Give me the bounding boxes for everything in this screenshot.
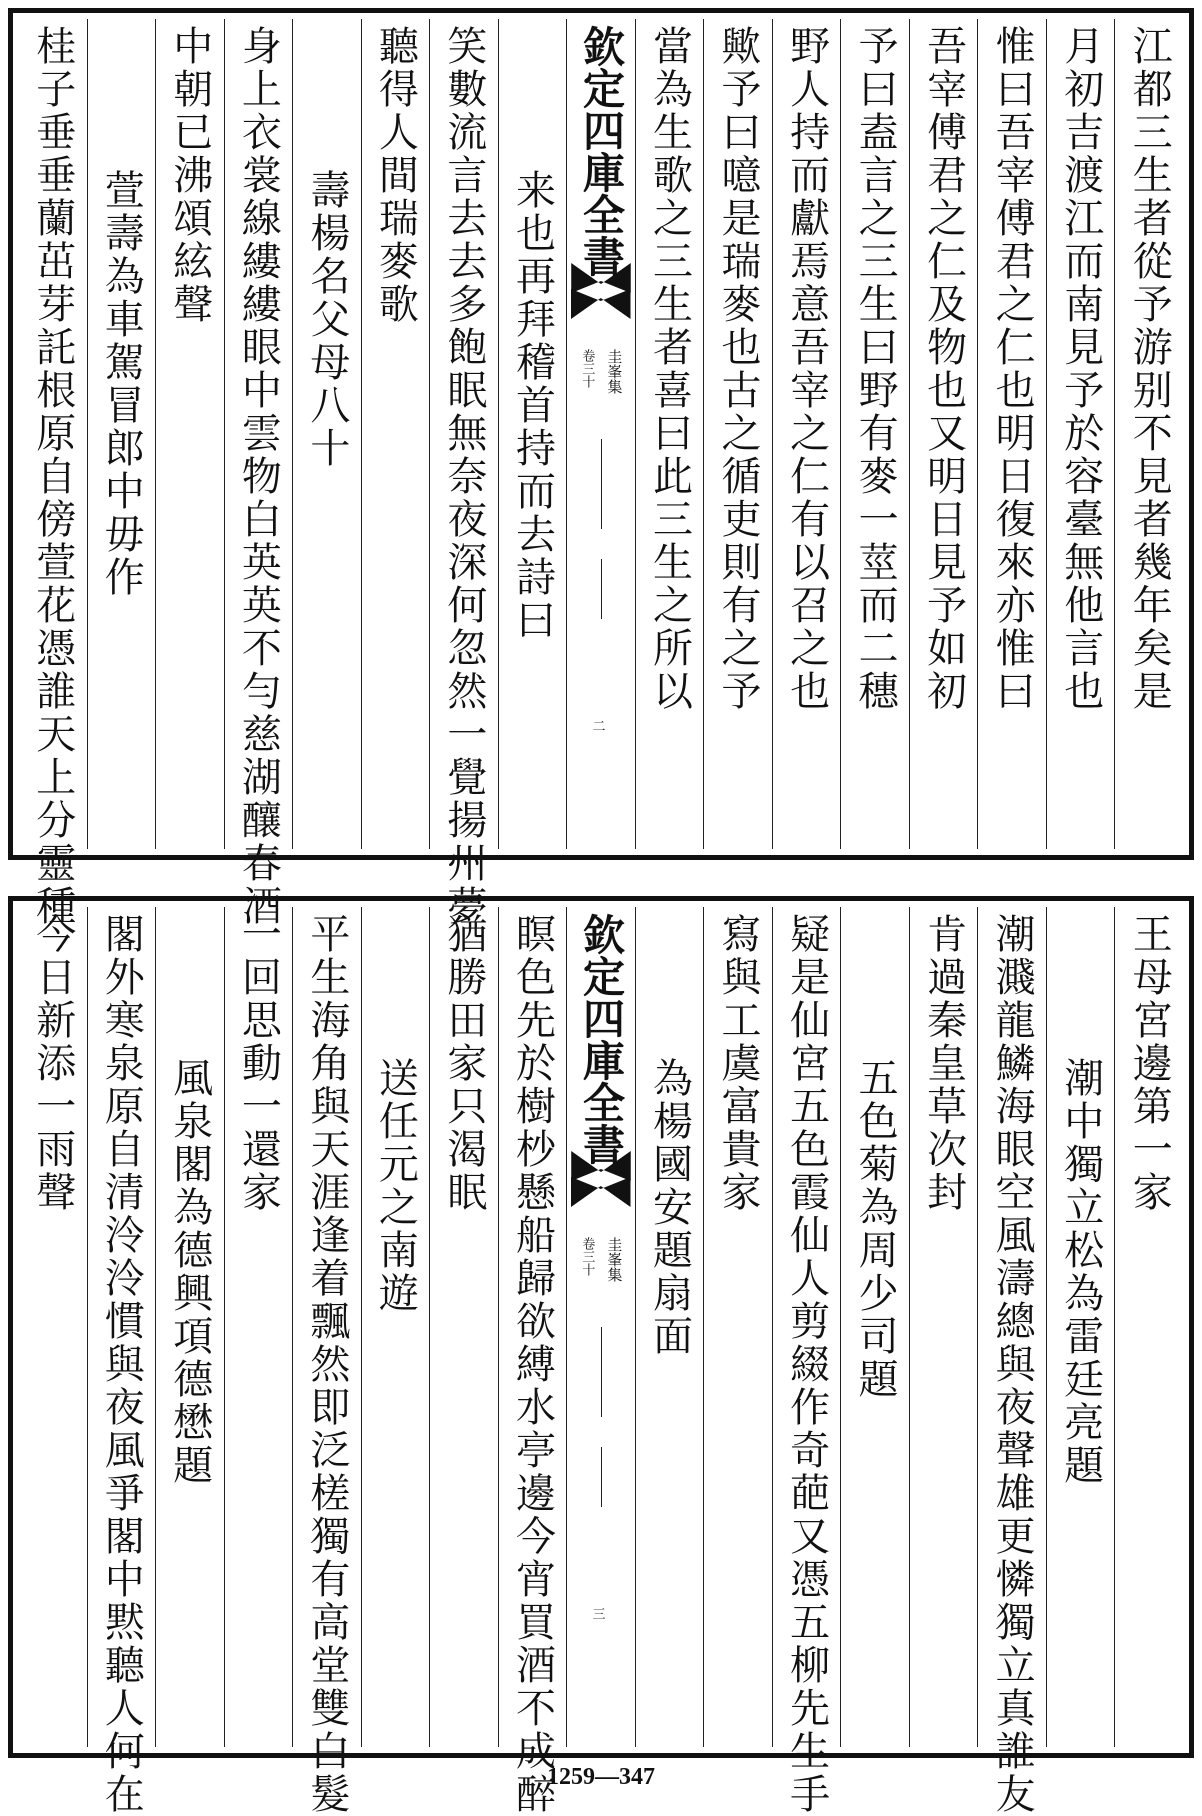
text-column [19,19,87,928]
column-text: 桂子垂垂蘭茁芽託根原自傍萱花憑誰天上分靈種 [29,25,76,928]
column-text: 平生海角與天涯逢着飄然即泛槎獨有高堂雙白髮 [303,913,350,1816]
text-column [1046,19,1115,849]
text-column [498,907,567,1816]
column-text: 月初吉渡江而南見予於容臺無他言也 [1057,25,1104,713]
fold-rule [601,1327,602,1417]
fish-tail-mark [571,1177,631,1207]
column-text: 當為生歌之三生者喜曰此三生之所以 [646,25,693,713]
text-column [909,907,978,1747]
column-text: 閣外寒泉原自清泠泠慣與夜風爭閣中黙聽人何在 [98,913,145,1816]
column-text: 今日新添一雨聲 [29,913,76,1214]
fish-tail-mark [571,289,631,319]
fold-rule [601,1447,602,1507]
fold-rule [601,559,602,619]
text-column [224,907,293,1747]
column-text: 吾宰傅君之仁及物也又明日見予如初 [920,25,967,713]
text-column [1114,907,1183,1747]
text-column [772,19,841,849]
text-column [87,19,156,849]
column-text: 笑數流言去去多飽眠無奈夜深何忽然一覺揚州夢 [440,25,487,928]
column-text: 予曰盍言之三生曰野有麥一莖而二穗 [852,25,899,713]
column-text: 一回思動一還家 [235,913,282,1214]
column-text: 五色菊為周少司題 [852,1057,899,1401]
column-text: 肯過秦皇草次封 [920,913,967,1214]
text-column [361,19,430,849]
book-name: 圭峯集 [605,1237,624,1282]
text-column [19,907,87,1747]
page-number: 二 [589,719,605,732]
column-text: 風泉閣為德興項德懋題 [166,1057,213,1487]
text-column [1046,907,1115,1747]
text-column [977,907,1046,1816]
text-column [635,19,704,849]
column-text: 野人持而獻焉意吾宰之仁有以召之也 [783,25,830,713]
column-text: 中朝已沸頌絃聲 [166,25,213,326]
column-text: 壽楊名父母八十 [303,169,350,470]
text-column [703,19,772,849]
page-center-fold [566,907,635,1747]
text-column [292,907,361,1816]
text-column [292,19,361,849]
text-column [224,19,293,928]
column-text: 疑是仙宮五色霞仙人剪綴作奇葩又憑五柳先生手 [783,913,830,1816]
column-text: 江都三生者從予游别不見者幾年矣是 [1126,25,1173,713]
text-column [498,19,567,849]
footer-page-number: 1259—347 [547,1764,655,1790]
volume-number: 卷三十 [579,1237,595,1276]
text-column [87,907,156,1816]
column-text: 送任元之南遊 [372,1057,419,1315]
column-text: 来也再拜稽首持而去詩曰 [509,169,556,642]
top-page [8,8,1194,928]
text-column [772,907,841,1816]
column-text: 潮濺龍鱗海眼空風濤總與夜聲雄更憐獨立真誰友 [989,913,1036,1816]
column-text: 惟曰吾宰傅君之仁也明日復來亦惟曰 [989,25,1036,713]
text-column [635,907,704,1747]
text-column [361,907,430,1747]
column-text: 寫與工虞富貴家 [715,913,762,1214]
text-column [703,907,772,1747]
column-text: 萱壽為車駕冒郎中毋作 [98,169,145,599]
collection-title: 欽定四庫全書 [576,913,626,1165]
volume-number: 卷三十 [579,349,595,388]
book-name: 圭峯集 [605,349,624,394]
column-text: 瞑色先於樹杪懸船歸欲縛水亭邊今宵買酒不成醉 [509,913,556,1816]
text-column [429,19,498,928]
text-column [429,907,498,1747]
text-column [840,907,909,1747]
collection-title: 欽定四庫全書 [576,25,626,277]
page-center-fold [566,19,635,849]
column-text: 王母宮邊第一家 [1126,913,1173,1214]
column-text: 身上衣裳線縷縷眼中雲物白英英不勻慈湖釀春酒 [235,25,282,928]
column-text: 潮中獨立松為雷廷亮題 [1057,1057,1104,1487]
page-number: 三 [589,1607,605,1620]
text-column [155,19,224,849]
text-column [840,19,909,849]
text-column [909,19,978,849]
text-column [155,907,224,1747]
text-column [977,19,1046,849]
column-text: 為楊國安題扇面 [646,1057,693,1358]
fold-rule [601,439,602,529]
text-column [1114,19,1183,849]
top-columns [19,19,1183,928]
column-text: 歟予曰噫是瑞麥也古之循吏則有之予 [715,25,762,713]
column-text: 猶勝田家只渴眠 [440,913,487,1214]
column-text: 聽得人間瑞麥歌 [372,25,419,326]
